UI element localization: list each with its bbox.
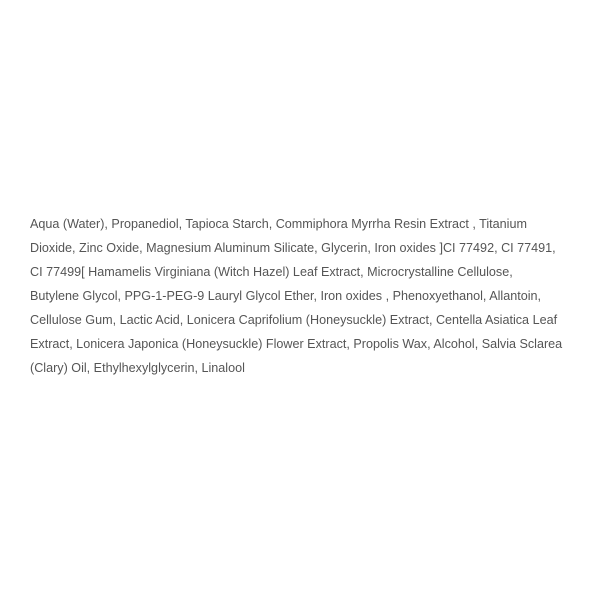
ingredients-line: Butylene Glycol, PPG-1-PEG-9 Lauryl Glycol Ether, Iron oxides , Phenoxyethanol, Allantoin,	[30, 289, 542, 303]
ingredients-line: CI 77499[ Hamamelis Virginiana (Witch Hazel) Leaf Extract, Microcrystalline Cellulose,	[30, 265, 513, 279]
ingredients-text	[30, 212, 575, 380]
ingredients-line: Extract, Lonicera Japonica (Honeysuckle) Flower Extract, Propolis Wax, Alcohol, Salvia Sclarea	[30, 337, 563, 351]
ingredients-line: (Clary) Oil, Ethylhexylglycerin, Linalool	[30, 361, 245, 375]
ingredients-line: Dioxide, Zinc Oxide, Magnesium Aluminum Silicate, Glycerin, Iron oxides ]CI 77492, CI 77491,	[30, 241, 556, 255]
ingredients-line: Cellulose Gum, Lactic Acid, Lonicera Caprifolium (Honeysuckle) Extract, Centella Asiatica Leaf	[30, 313, 558, 327]
ingredients-line: Aqua (Water), Propanediol, Tapioca Starch, Commiphora Myrrha Resin Extract , Titanium	[30, 217, 527, 231]
